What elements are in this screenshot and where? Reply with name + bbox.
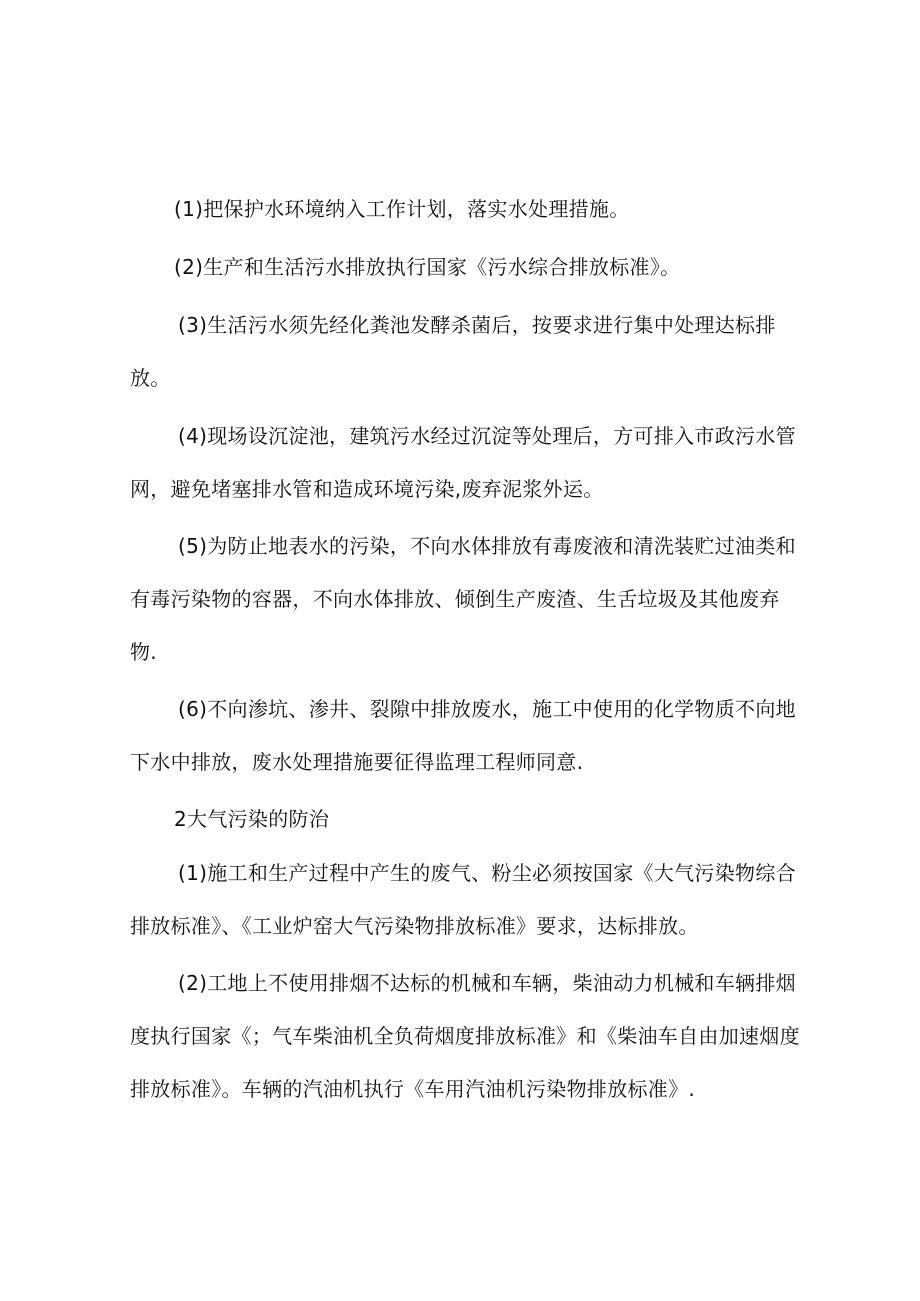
section-heading: 2大气污染的防治 — [174, 807, 330, 831]
text-line-5-3: 物. — [130, 640, 157, 664]
text-line-8-3: 排放标准》。车辆的汽油机执行《车用汽油机污染物排放标准》. — [130, 1077, 696, 1101]
text-line-1-1: (1)把保护水环境纳入工作计划，落实水处理措施。 — [174, 197, 630, 221]
text-line-4-2: 网，避免堵塞排水管和造成环境污染,废弃泥浆外运。 — [130, 477, 604, 501]
text-line-7-1: (1)施工和生产过程中产生的废气、粉尘必须按国家《大气污染物综合 — [178, 861, 796, 885]
text-line-6-2: 下水中排放，废水处理措施要征得监理工程师同意. — [130, 750, 584, 774]
text-line-2-1: (2)生产和生活污水排放执行国家《污水综合排放标准》。 — [174, 255, 681, 279]
text-line-8-2: 度执行国家《；气车柴油机全负荷烟度排放标准》和《柴油车自由加速烟度 — [130, 1024, 800, 1048]
text-line-5-1: (5)为防止地表水的污染，不向水体排放有毒废液和清洗装贮过油类和 — [178, 534, 796, 558]
text-line-7-2: 排放标准》、《工业炉窑大气污染物排放标准》要求，达标排放。 — [130, 914, 699, 938]
text-line-4-1: (4)现场设沉淀池，建筑污水经过沉淀等处理后，方可排入市政污水管 — [178, 424, 796, 448]
text-line-3-1: (3)生活污水须先经化粪池发酵杀菌后，按要求进行集中处理达标排 — [178, 313, 776, 337]
text-line-3-2: 放。 — [130, 366, 171, 390]
text-line-8-1: (2)工地上不使用排烟不达标的机械和车辆，柴油动力机械和车辆排烟 — [178, 971, 796, 995]
text-line-6-1: (6)不向渗坑、渗井、裂隙中排放废水，施工中使用的化学物质不向地 — [178, 697, 796, 721]
text-line-5-2: 有毒污染物的容器，不向水体排放、倾倒生产废渣、生舌垃圾及其他废弃 — [130, 587, 780, 611]
